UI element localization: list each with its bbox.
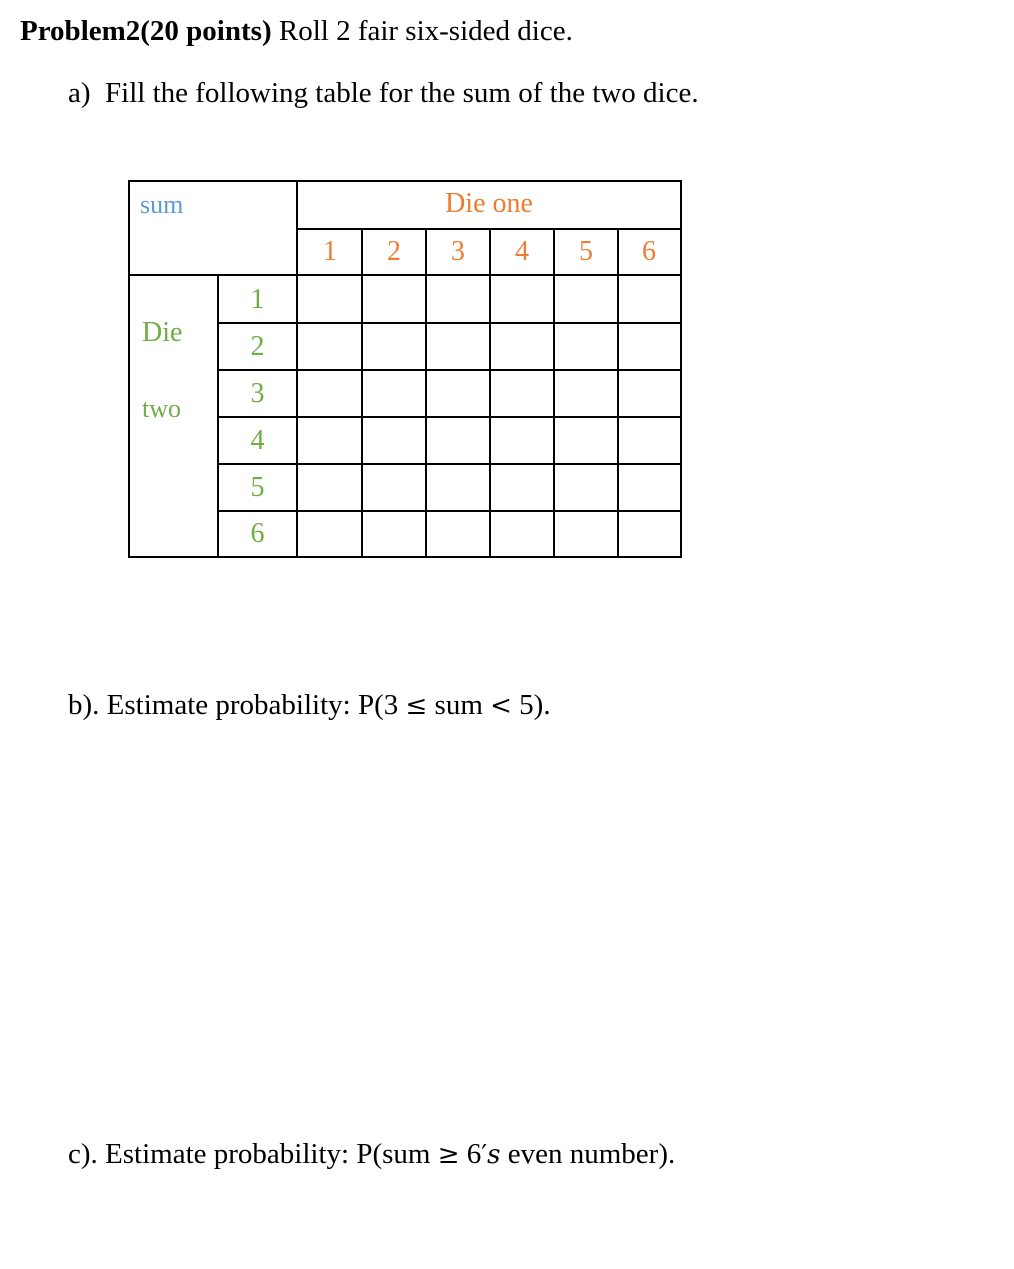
prime-symbol: ′ [481, 1140, 488, 1170]
part-c-suffix: even number). [500, 1138, 676, 1170]
problem-title-text: Roll 2 fair six-sided dice. [271, 15, 573, 47]
sum-table [128, 180, 682, 558]
sum-answer-cell[interactable] [298, 323, 362, 370]
part-a-label: a) [68, 77, 91, 109]
sum-answer-cell[interactable] [298, 370, 362, 417]
sum-answer-cell[interactable] [554, 417, 618, 464]
sum-answer-cell[interactable] [426, 323, 490, 370]
part-b-suffix: 5). [511, 689, 551, 721]
sum-answer-cell[interactable] [490, 511, 554, 556]
die-one-value: 1 [323, 236, 337, 267]
sum-answer-cell[interactable] [554, 323, 618, 370]
sum-answer-cell[interactable] [426, 370, 490, 417]
sum-answer-cell[interactable] [362, 464, 426, 511]
sum-answer-cell[interactable] [554, 511, 618, 556]
part-a-text: Fill the following table for the sum of the two dice. [105, 77, 699, 109]
italic-s: s [487, 1140, 501, 1170]
sum-answer-cell[interactable] [490, 417, 554, 464]
die-two-value: 6 [250, 517, 265, 549]
sum-answer-cell[interactable] [554, 276, 618, 323]
sum-answer-cell[interactable] [426, 417, 490, 464]
die-two-value: 5 [250, 471, 265, 503]
sum-answer-cell[interactable] [490, 276, 554, 323]
sum-answer-cell[interactable] [298, 464, 362, 511]
sum-answer-cell[interactable] [362, 417, 426, 464]
sum-answer-cell[interactable] [618, 370, 680, 417]
die-one-header: Die one [445, 188, 533, 219]
sum-answer-cell[interactable] [362, 370, 426, 417]
sum-answer-cell[interactable] [554, 464, 618, 511]
sum-answer-cell[interactable] [554, 370, 618, 417]
sum-answer-cell[interactable] [298, 276, 362, 323]
sum-answer-cell[interactable] [618, 511, 680, 556]
die-two-value: 4 [250, 424, 265, 456]
sum-answer-cell[interactable] [490, 370, 554, 417]
sum-answer-cell[interactable] [298, 511, 362, 556]
die-one-value: 5 [579, 236, 593, 267]
sum-answer-cell[interactable] [490, 323, 554, 370]
sum-answer-cell[interactable] [618, 464, 680, 511]
die-one-value: 2 [387, 236, 401, 267]
sum-answer-cell[interactable] [618, 276, 680, 323]
corner-label: sum [140, 190, 184, 219]
part-b-prefix: b). Estimate probability: P(3 [68, 689, 406, 721]
part-b-question [68, 691, 551, 720]
problem-title-bold: Problem2(20 points) [20, 15, 272, 47]
sum-answer-cell[interactable] [362, 276, 426, 323]
problem-title [20, 17, 573, 46]
sum-answer-cell[interactable] [618, 417, 680, 464]
part-b-mid: sum [427, 689, 491, 721]
sum-answer-cell[interactable] [490, 464, 554, 511]
part-c-question [68, 1140, 675, 1169]
die-one-value: 3 [451, 236, 465, 267]
less-than-symbol: < [490, 691, 512, 721]
sum-answer-cell[interactable] [618, 323, 680, 370]
part-c-six: 6 [459, 1138, 482, 1170]
die-two-header-line2: two [142, 394, 181, 423]
part-a-question [68, 79, 699, 108]
sum-answer-cell[interactable] [362, 323, 426, 370]
part-c-prefix: c). Estimate probability: P(sum [68, 1138, 438, 1170]
sum-answer-cell[interactable] [426, 511, 490, 556]
sum-answer-cell[interactable] [426, 276, 490, 323]
sum-answer-cell[interactable] [362, 511, 426, 556]
die-one-value: 6 [642, 236, 656, 267]
less-equal-symbol: ≤ [405, 691, 428, 721]
greater-equal-symbol: ≥ [437, 1140, 460, 1170]
sum-answer-cell[interactable] [298, 417, 362, 464]
die-two-value: 3 [250, 377, 265, 409]
sum-answer-cell[interactable] [426, 464, 490, 511]
die-two-header-line1: Die [142, 317, 183, 348]
die-one-value: 4 [515, 236, 529, 267]
die-two-value: 1 [250, 283, 265, 315]
die-two-value: 2 [250, 330, 265, 362]
